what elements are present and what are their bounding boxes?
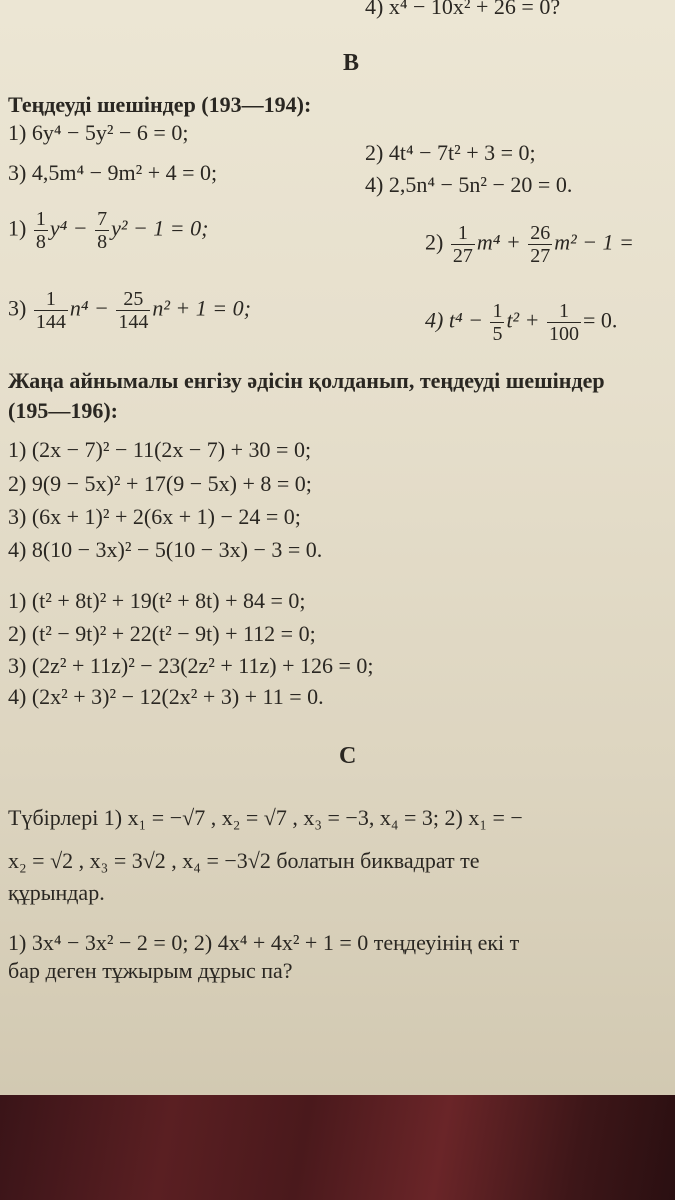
exercise-196-equation-2: 2) (t² − 9t)² + 22(t² − 9t) + 112 = 0; [8,621,316,646]
exercise-194-equation-4: 4) t⁴ − $\frac{1}{5}$ t² + $\frac{1}{100}$ = 0. [425,300,618,345]
section-heading-b: B [343,50,360,76]
fraction: $\frac{26}{27}$ [530,222,551,267]
exercise-193-equation-4: 4) 2,5n⁴ − 5n² − 20 = 0. [365,172,573,197]
exercise-197-line-2: x₂ = √2 , x₃ = 3√2 , x₄ = −3√2 болатын биквадрат те [8,848,480,873]
fraction: $\frac{1}{144}$ [35,288,66,333]
exercise-196-equation-1: 1) (t² + 8t)² + 19(t² + 8t) + 84 = 0; [8,588,306,613]
exercise-195-equation-1: 1) (2x − 7)² − 11(2x − 7) + 30 = 0; [8,437,312,462]
exercise-197-line-3: құрындар. [8,880,105,905]
fraction: $\frac{7}{8}$ [97,208,108,253]
exercise-193-title: Теңдеуді шешіндер (193—194): [8,92,312,117]
fraction: $\frac{1}{27}$ [452,222,473,267]
exercise-198-line-2: бар деген тұжырым дұрыс па? [8,958,293,983]
exercise-195-equation-3: 3) (6x + 1)² + 2(6x + 1) − 24 = 0; [8,504,301,529]
fraction: $\frac{1}{8}$ [35,208,46,253]
exercise-195-equation-2: 2) 9(9 − 5x)² + 17(9 − 5x) + 8 = 0; [8,471,312,496]
exercise-194-equation-2: 2) $\frac{1}{27}$ m⁴ + $\frac{26}{27}$ m² − 1 = [425,222,634,267]
exercise-195-title: Жаңа айнымалы енгізу әдісін қолданып, теңдеуді шешіндер [8,368,605,393]
exercise-194-equation-1: 1) $\frac{1}{8}$ y⁴ − $\frac{7}{8}$ y² − 1 = 0; [8,208,209,253]
exercise-198-line-1: 1) 3x⁴ − 3x² − 2 = 0; 2) 4x⁴ + 4x² + 1 = 0 теңдеуінің екі т [8,930,520,955]
exercise-196-equation-4: 4) (2x² + 3)² − 12(2x² + 3) + 11 = 0. [8,684,324,709]
exercise-193-equation-2: 2) 4t⁴ − 7t² + 3 = 0; [365,140,536,165]
previous-exercise-fragment: 4) x⁴ − 10x² + 26 = 0? [365,0,561,19]
fraction: $\frac{1}{100}$ [549,300,579,345]
section-heading-c: C [339,743,357,769]
exercise-193-equation-3: 3) 4,5m⁴ − 9m² + 4 = 0; [8,160,218,185]
fraction: $\frac{1}{5}$ [492,300,503,345]
fraction: $\frac{25}{144}$ [118,288,149,333]
exercise-194-equation-3: 3) $\frac{1}{144}$ n⁴ − $\frac{25}{144}$ n² + 1 = 0; [8,288,251,333]
fabric-background [0,1095,675,1200]
exercise-196-equation-3: 3) (2z² + 11z)² − 23(2z² + 11z) + 126 = 0; [8,653,374,678]
exercise-193-equation-1: 1) 6y⁴ − 5y² − 6 = 0; [8,120,189,145]
exercise-195-equation-4: 4) 8(10 − 3x)² − 5(10 − 3x) − 3 = 0. [8,537,323,562]
exercise-197-line-1: Түбірлері 1) x₁ = −√7 , x₂ = √7 , x₃ = −3, x₄ = 3; 2) x₁ = − [8,805,523,830]
exercise-195-range: (195—196): [8,398,118,423]
